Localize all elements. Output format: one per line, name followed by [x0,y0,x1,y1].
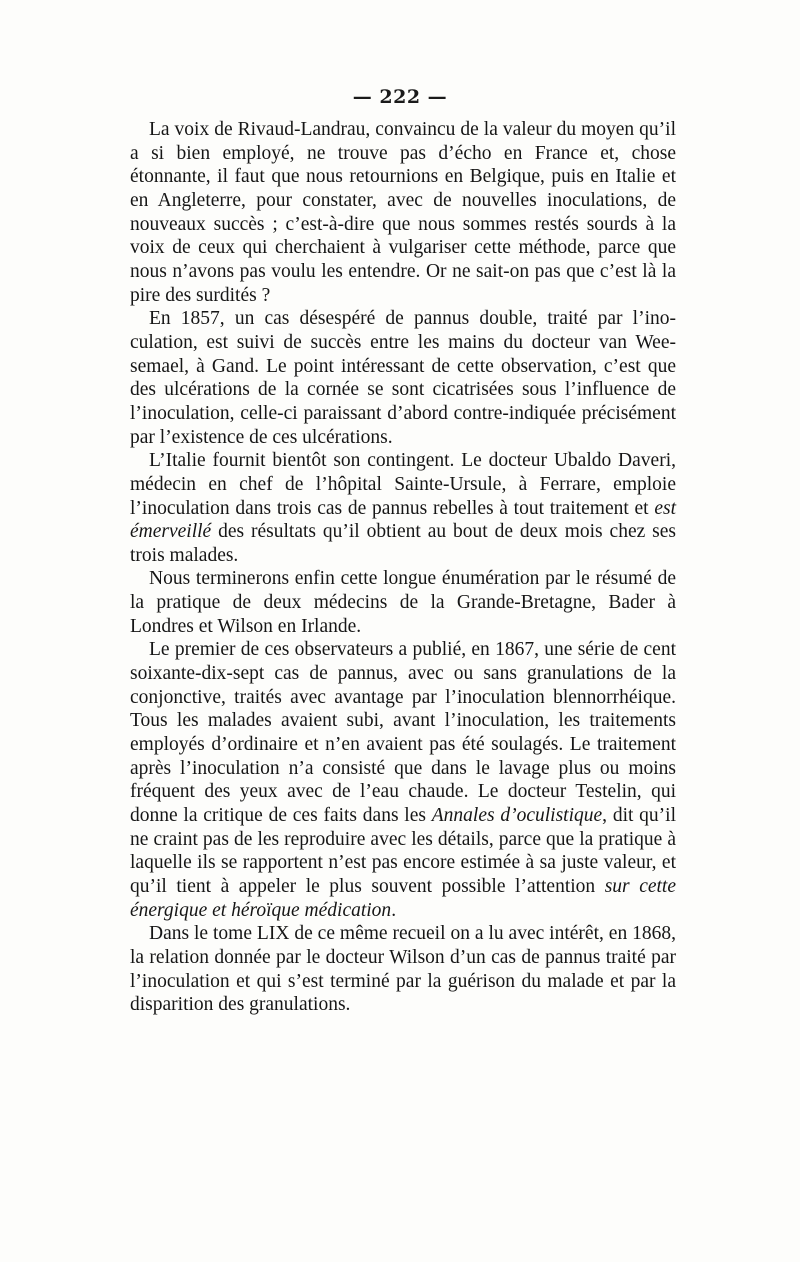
paragraph [130,638,676,922]
text-run: Dans le tome LIX de ce même recueil on a lu avec intérêt, en 1868, la relation donnée par le docteur Wilson d’un cas de pannus traité par l’inoculation et qui s’est terminé par la guérison du malade et par la disparition des granulations. [130,923,676,1016]
text-run: En 1857, un cas désespéré de pannus double, traité par l’inoculation, est suivi de succès entre les mains du docteur van Weesemael, à Gand. Le point intéressant de cette observation, c’est que des ulcérations de la cornée se sont cicatrisées sous l’influence de l’inoculation, celle-ci paraissant d’abord contre-indiquée précisément par l’existence de ces ulcérations. [130,308,676,448]
paragraph [130,118,676,307]
paragraph [130,307,676,449]
text-run: , dit qu’il ne craint pas de les reproduire avec les détails, parce que la pratique à laquelle ils se rapportent n’est pas encore estimée à sa juste valeur, et qu’il tient à appeler le plus souvent possible l’attention [130,805,677,897]
page-number: — 222 — [352,86,448,108]
text-run: L’Italie fournit bientôt son contingent. Le docteur Ubaldo Daveri, médecin en chef de l’hôpital Sainte-Ursule, à Ferrare, emploie l’inoculation dans trois cas de pannus rebelles à tout traitement et [130,450,676,519]
paragraph [130,922,676,1017]
paragraph [130,567,676,638]
italic-text-run: est émerveillé [130,497,676,543]
italic-text-run: Annales d’oculistique [431,805,603,827]
text-run: . [391,899,397,921]
body-text [130,118,676,1017]
text-run: des résultats qu’il obtient au bout de deux mois chez ses trois malades. [130,521,676,566]
text-run: La voix de Rivaud-Landrau, convaincu de la valeur du moyen qu’il a si bien employé, ne trouve pas d’écho en France et, chose étonnante, il faut que nous retournions en Belgique, puis en Italie et en Angleterre, pour constater, avec de nouvelles inoculations, de nouveaux succès ; c’est-à-dire que nous sommes restés sourds à la voix de ceux qui cherchaient à vulgariser cette méthode, parce que nous n’avons pas voulu les entendre. Or ne sait-on pas que c’est là la pire des surdités ? [130,119,676,306]
text-run: Nous terminerons enfin cette longue énumération par le résumé de la pratique de deux médecins de la Grande-Bretagne, Bader à Londres et Wilson en Irlande. [130,568,676,637]
italic-text-run: sur cette énergique et héroïque médication [130,876,676,921]
paragraph [130,449,676,567]
text-run: Le premier de ces observateurs a publié, en 1867, une série de cent soixante-dix-sept cas de pannus, avec ou sans granulations de la conjonctive, traités avec avantage par l’inoculation blennorrhéique. Tous les malades avaient subi, avant l’inoculation, les traitements employés d’ordinaire et n’en avaient pas été soulagés. Le traitement après l’inoculation n’a consisté que dans le lavage plus ou moins fréquent des yeux avec de l’eau chaude. Le docteur Testelin, qui donne la critique de ces faits dans les [130,639,676,827]
